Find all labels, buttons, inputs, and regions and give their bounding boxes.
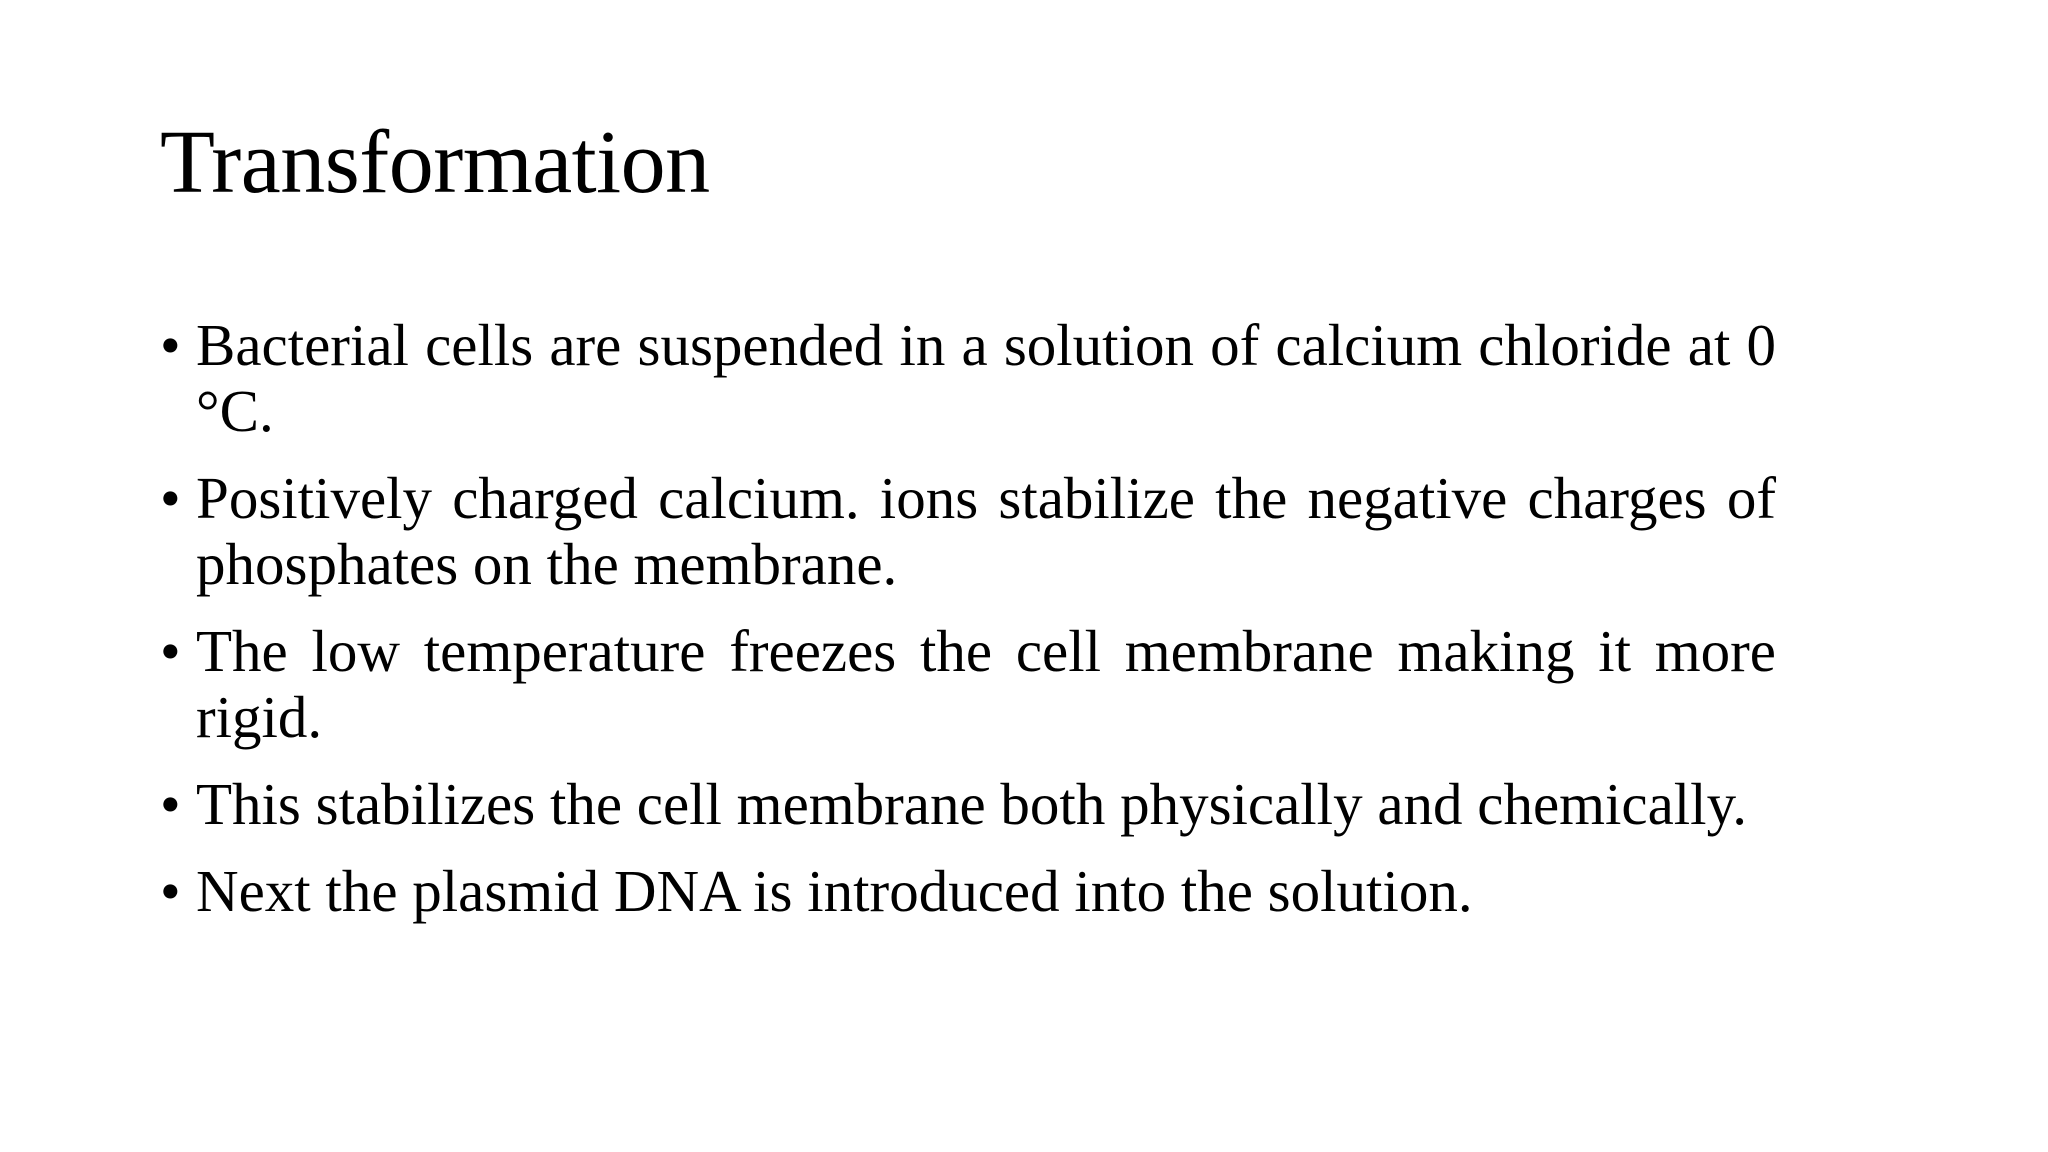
bullet-icon: • bbox=[160, 771, 181, 837]
bullet-list bbox=[160, 312, 1776, 924]
bullet-text: This stabilizes the cell membrane both physically and chemically. bbox=[196, 771, 1747, 837]
bullet-icon: • bbox=[160, 618, 181, 684]
bullet-item bbox=[160, 312, 1776, 444]
bullet-text: Bacterial cells are suspended in a solution of calcium chloride at 0 °C. bbox=[196, 312, 1776, 444]
bullet-item bbox=[160, 618, 1776, 750]
bullet-text: Positively charged calcium. ions stabilize the negative charges of phosphates on the membrane. bbox=[196, 465, 1776, 597]
slide-title: Transformation bbox=[160, 113, 710, 212]
bullet-item bbox=[160, 465, 1776, 597]
bullet-icon: • bbox=[160, 465, 181, 531]
bullet-text: The low temperature freezes the cell membrane making it more rigid. bbox=[196, 618, 1776, 750]
bullet-icon: • bbox=[160, 858, 181, 924]
bullet-text: Next the plasmid DNA is introduced into the solution. bbox=[196, 858, 1473, 924]
bullet-icon: • bbox=[160, 312, 181, 378]
bullet-item bbox=[160, 858, 1776, 924]
bullet-item bbox=[160, 771, 1776, 837]
